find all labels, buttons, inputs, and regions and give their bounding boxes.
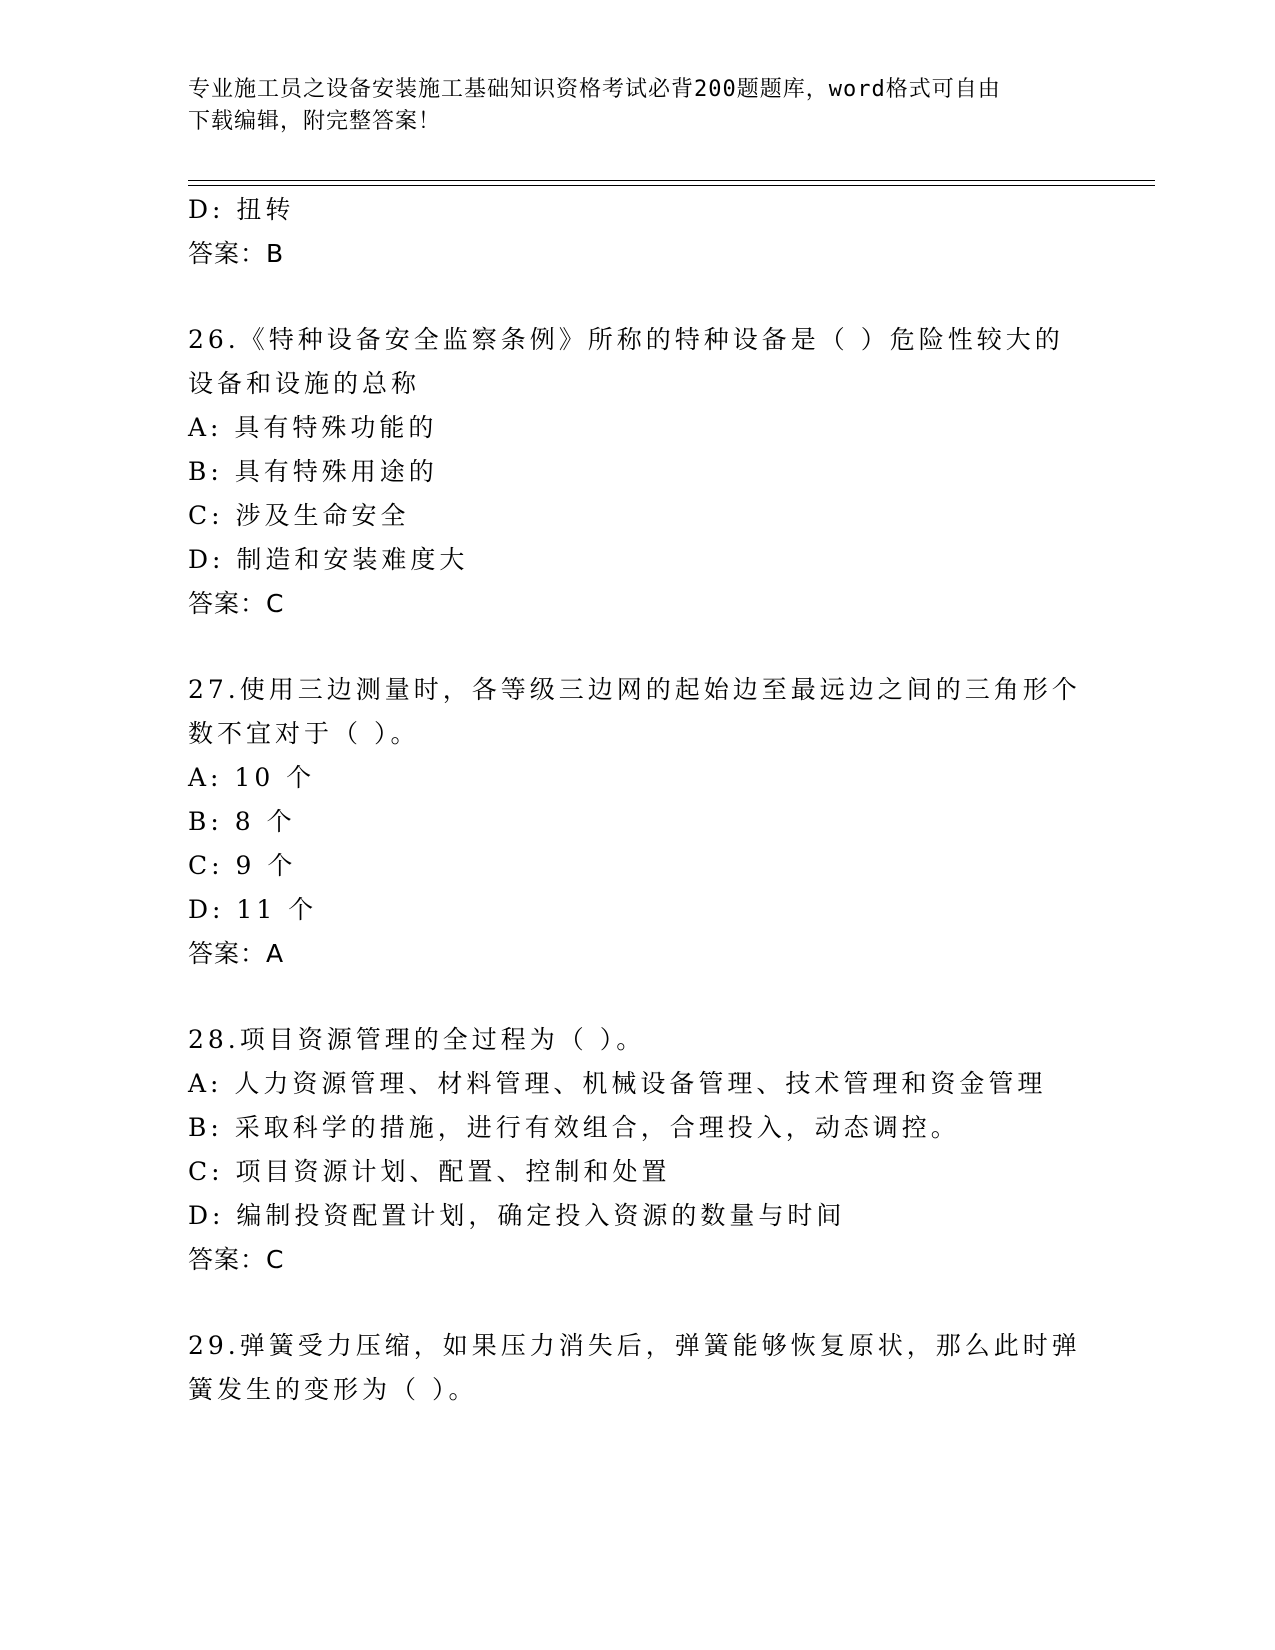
- q26-stem-line1: 26.《特种设备安全监察条例》所称的特种设备是（ ）危险性较大的: [188, 325, 1064, 354]
- q27-option-b: B: 8 个: [188, 807, 296, 836]
- q28-answer: 答案：C: [188, 1245, 285, 1274]
- q26-option-a: A: 具有特殊功能的: [188, 413, 438, 442]
- q27-option-a: A: 10 个: [188, 763, 316, 792]
- q28-option-b: B: 采取科学的措施，进行有效组合，合理投入，动态调控。: [188, 1113, 960, 1142]
- q27-option-d: D: 11 个: [188, 895, 318, 924]
- q26-option-d: D: 制造和安装难度大: [188, 545, 469, 574]
- header-divider-bottom: [188, 185, 1155, 186]
- header-divider-top: [188, 180, 1155, 181]
- q27-stem-line1: 27.使用三边测量时，各等级三边网的起始边至最远边之间的三角形个: [188, 675, 1081, 704]
- q29-stem-line1: 29.弹簧受力压缩，如果压力消失后，弹簧能够恢复原状，那么此时弹: [188, 1331, 1081, 1360]
- header-title-line1: 专业施工员之设备安装施工基础知识资格考试必背200题题库，word格式可自由: [188, 77, 1001, 102]
- q27-option-c: C: 9 个: [188, 851, 297, 880]
- q28-option-c: C: 项目资源计划、配置、控制和处置: [188, 1157, 671, 1186]
- header-title-line2: 下载编辑，附完整答案！: [188, 109, 442, 134]
- q26-option-c: C: 涉及生命安全: [188, 501, 410, 530]
- q29-stem-line2: 簧发生的变形为（ ）。: [188, 1375, 478, 1404]
- q28-option-d: D: 编制投资配置计划，确定投入资源的数量与时间: [188, 1201, 846, 1230]
- document-header: [188, 74, 1088, 138]
- q27-stem-line2: 数不宜对于（ ）。: [188, 719, 420, 748]
- q28-stem-line1: 28.项目资源管理的全过程为（ ）。: [188, 1025, 646, 1054]
- prev-answer: 答案：B: [188, 239, 285, 268]
- q28-option-a: A: 人力资源管理、材料管理、机械设备管理、技术管理和资金管理: [188, 1069, 1047, 1098]
- q26-answer: 答案：C: [188, 589, 285, 618]
- prev-option-d: D: 扭转: [188, 195, 295, 224]
- q26-option-b: B: 具有特殊用途的: [188, 457, 438, 486]
- q26-stem-line2: 设备和设施的总称: [188, 369, 421, 398]
- q27-answer: 答案：A: [188, 939, 285, 968]
